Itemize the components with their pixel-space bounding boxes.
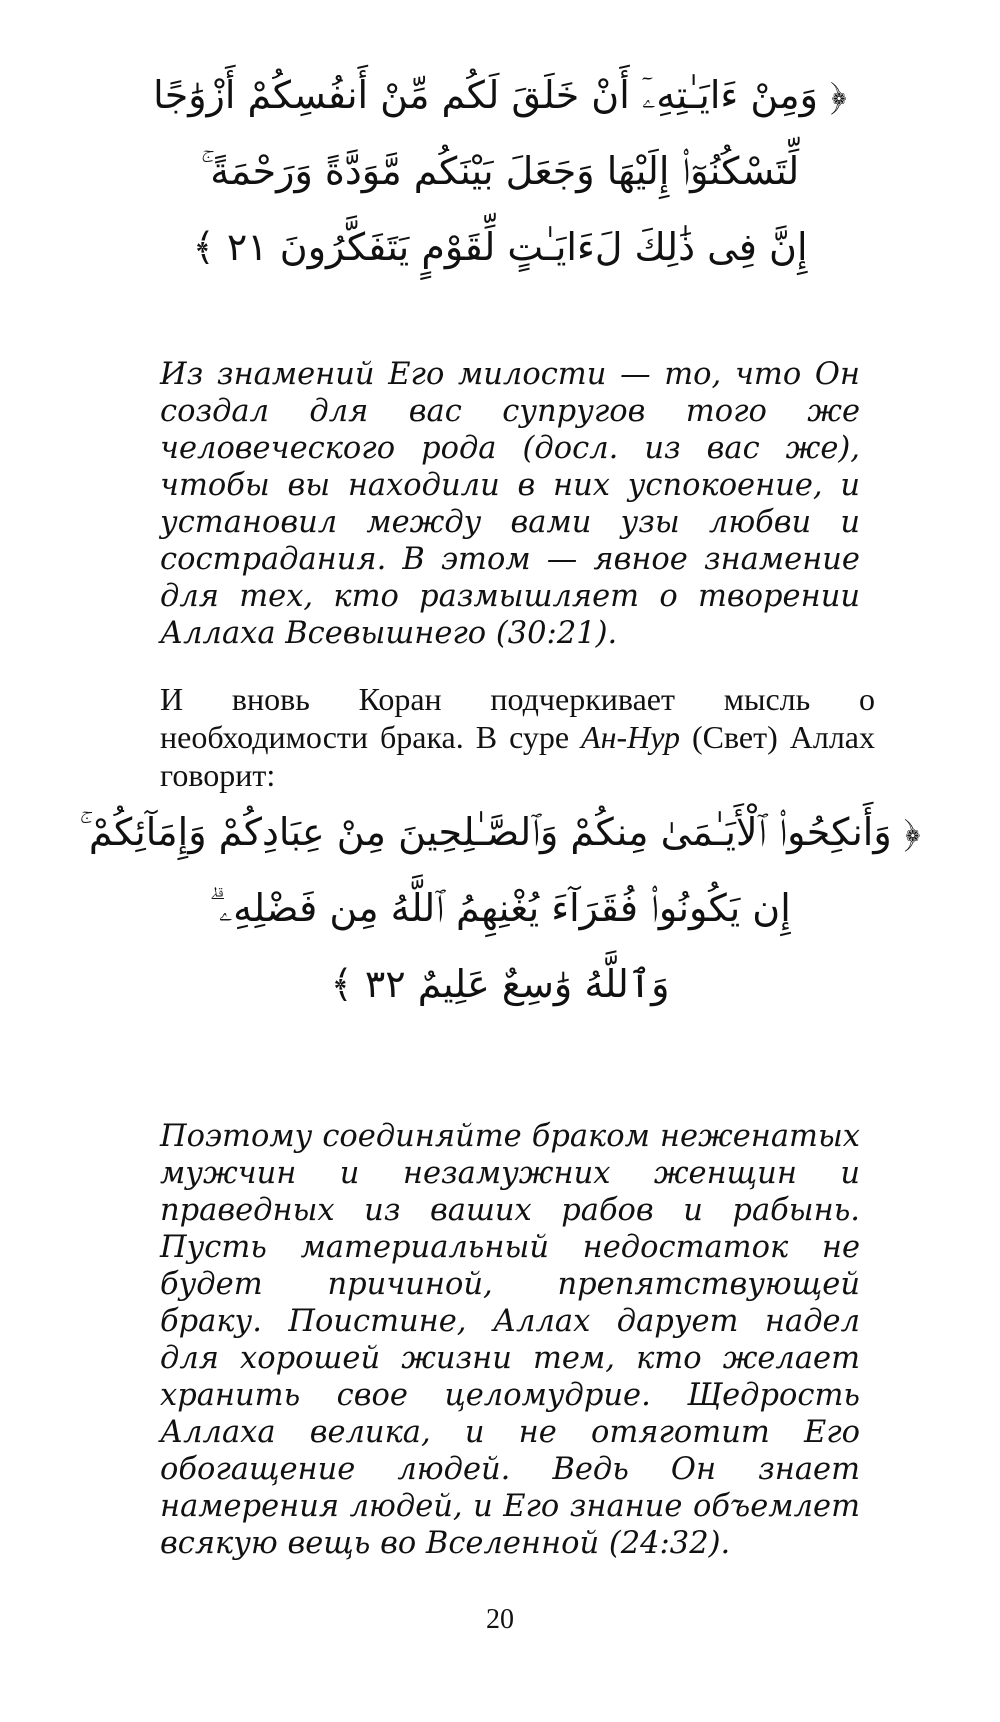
verse-translation-24-32: Поэтому соединяйте браком неженатых мужчин и незамужних женщин и праведных из ваших рабов и рабынь. Пусть материальный недостаток не будет причиной, препятствующей браку. Поистине, Аллах дарует надел для хорошей жизни тем, кто желает хранить свое целомудрие. Щедрость Аллаха велика, и не отяготит Его обогащение людей. Ведь Он знает намерения людей, и Его знание объемлет всякую вещь во Вселенной (24:32). <box>160 1119 860 1561</box>
page-number: 20 <box>486 1604 514 1635</box>
quran-verse-30-21 <box>150 58 850 286</box>
quran-verse-24-32 <box>79 795 921 1023</box>
verse-line: وَٱللَّهُ وَٰسِعٌ عَلِيمٌ ٣٢ ﴾ <box>330 962 670 1007</box>
sura-name: Ан-Нур <box>581 719 681 755</box>
verse-translation-30-21: Из знамений Его милости — то, что Он создал для вас супругов того же человеческого рода (досл. из вас же), чтобы вы находили в них успокоение, и установил между вами узы любви и сострадания. В этом — явное знамение для тех, кто размышляет о творении Аллаха Всевышнего (30:21). <box>160 357 860 651</box>
verse-line: ﴿ وَأَنكِحُوا۟ ٱلْأَيَـٰمَىٰ مِنكُمْ وَٱلصَّـٰلِحِينَ مِنْ عِبَادِكُمْ وَإِمَآئِكُمْ ۚ <box>79 810 921 855</box>
verse-line: إِنَّ فِى ذَٰلِكَ لَءَايَـٰتٍ لِّقَوْمٍ يَتَفَكَّرُونَ ٢١ ﴾ <box>192 225 808 270</box>
paragraph-text-before: И вновь Коран подчеркивает мысль о необходимости брака. В суре <box>160 681 875 755</box>
paragraph-text-after: (Свет) Аллах говорит: <box>160 719 876 793</box>
body-paragraph <box>160 680 875 794</box>
verse-line: إِن يَكُونُوا۟ فُقَرَآءَ يُغْنِهِمُ ٱللَّهُ مِن فَضْلِهِۦ ۗ <box>209 886 791 931</box>
verse-line: ﴿ وَمِنْ ءَايَـٰتِهِۦٓ أَنْ خَلَقَ لَكُم مِّنْ أَنفُسِكُمْ أَزْوَٰجًا <box>153 73 847 118</box>
verse-line: لِّتَسْكُنُوٓا۟ إِلَيْهَا وَجَعَلَ بَيْنَكُم مَّوَدَّةً وَرَحْمَةً ۚ <box>200 149 800 194</box>
